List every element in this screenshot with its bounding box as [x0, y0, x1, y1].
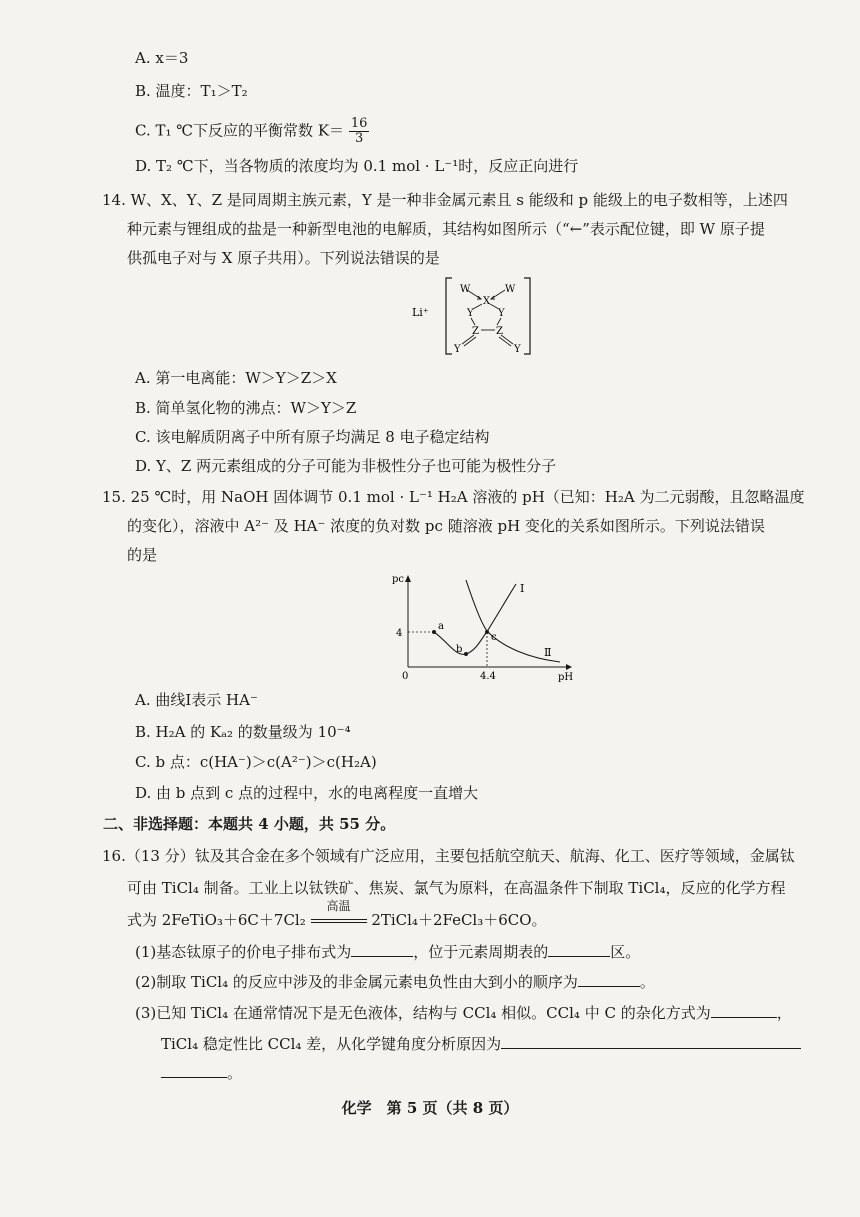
- q16-equation-condition-text: 高温: [326, 899, 351, 913]
- q15-stem-line1: 15. 25 ℃时，用 NaOH 固体调节 0.1 mol · L⁻¹ H₂A 溶液的 pH（已知：H₂A 为二元弱酸，且忽略温度: [102, 488, 805, 506]
- q15-option-a: A. 曲线Ⅰ表示 HA⁻: [135, 691, 258, 709]
- q14-option-b: B. 简单氢化物的沸点：W＞Y＞Z: [135, 399, 357, 417]
- q16-part2-text-b: 。: [639, 973, 655, 991]
- point-a: [432, 630, 436, 634]
- q16-equation: [127, 899, 547, 930]
- point-a-label: a: [438, 621, 444, 632]
- q14-option-c: C. 该电解质阴离子中所有原子均满足 8 电子稳定结构: [135, 428, 490, 446]
- curve-i-label: Ⅰ: [520, 582, 525, 595]
- q13-option-c: [135, 117, 369, 146]
- point-c: [485, 630, 489, 634]
- lithium-ion-label: Li⁺: [412, 306, 429, 319]
- q13-option-b: B. 温度：T₁＞T₂: [135, 82, 248, 100]
- q16-part3-text-a: (3)已知 TiCl₄ 在通常情况下是无色液体，结构与 CCl₄ 相似。CCl₄ 中 C 的杂化方式为: [135, 1004, 711, 1022]
- q16-part3-blank2[interactable]: [501, 1034, 801, 1049]
- x-axis-label: pH: [558, 672, 574, 683]
- right-bracket: [524, 278, 530, 354]
- q16-stem-line2: 可由 TiCl₄ 制备。工业上以钛铁矿、焦炭、氯气为原料，在高温条件下制取 TiCl₄，反应的化学方程: [127, 879, 786, 897]
- q16-equation-condition: [311, 899, 367, 930]
- atom-y-right: Y: [498, 308, 505, 319]
- q13-option-a: A. x＝3: [135, 49, 189, 67]
- q16-part1-text-b: ，位于元素周期表的: [413, 943, 549, 961]
- atom-w-left: W: [460, 284, 471, 295]
- q14-option-a: A. 第一电离能：W＞Y＞Z＞X: [135, 369, 337, 387]
- atom-z-left: Z: [472, 326, 479, 337]
- origin-label: 0: [402, 671, 409, 682]
- point-c-label: c: [491, 632, 497, 643]
- q16-part3-line1: [135, 1003, 792, 1023]
- point-b: [464, 652, 468, 656]
- q15-pc-ph-graph: [388, 572, 588, 684]
- x-tick-4-4: 4.4: [480, 671, 496, 682]
- q16-equation-products: 2TiCl₄＋2FeCl₃＋6CO。: [371, 911, 547, 929]
- page-footer: 化学 第 5 页（共 8 页）: [341, 1099, 519, 1117]
- y-axis-arrow: [405, 575, 411, 582]
- q15-stem-line3: 的是: [127, 546, 158, 564]
- q13-option-c-text: C. T₁ ℃下反应的平衡常数 K＝: [135, 121, 345, 140]
- q13-fraction-numerator: 16: [350, 116, 368, 131]
- q16-part1-text-a: (1)基态钛原子的价电子排布式为: [135, 943, 352, 961]
- x-axis-arrow: [566, 664, 572, 670]
- q16-part1-blank2[interactable]: [548, 942, 610, 957]
- q16-part2-text-a: (2)制取 TiCl₄ 的反应中涉及的非金属元素电负性由大到小的顺序为: [135, 973, 578, 991]
- q14-structure-figure: [410, 272, 540, 362]
- atom-w-right: W: [505, 284, 516, 295]
- q16-equation-reactants: 式为 2FeTiO₃＋6C＋7Cl₂: [127, 911, 306, 929]
- q15-option-c: C. b 点：c(HA⁻)＞c(A²⁻)＞c(H₂A): [135, 753, 377, 771]
- q16-part3-blank3[interactable]: [161, 1063, 227, 1078]
- atom-y-bottom-right: Y: [514, 344, 521, 355]
- curve-ii-label: Ⅱ: [544, 646, 552, 659]
- q13-fraction-denominator: 3: [354, 131, 364, 146]
- q16-equation-double-line: [311, 919, 367, 923]
- atom-x: X: [483, 296, 491, 307]
- left-bracket: [446, 278, 452, 354]
- q15-stem-line2: 的变化），溶液中 A²⁻ 及 HA⁻ 浓度的负对数 pc 随溶液 pH 变化的关系如图所示。下列说法错误: [127, 517, 765, 535]
- q16-part1-blank1[interactable]: [351, 942, 413, 957]
- q16-part3-blank1[interactable]: [711, 1003, 777, 1018]
- point-b-label: b: [456, 644, 463, 655]
- q14-stem-line1: 14. W、X、Y、Z 是同周期主族元素，Y 是一种非金属元素且 s 能级和 p 能级上的电子数相等，上述四: [102, 191, 788, 209]
- y-axis-label: pc: [392, 574, 405, 585]
- q15-option-d: D. 由 b 点到 c 点的过程中，水的电离程度一直增大: [135, 784, 479, 802]
- q16-part2: [135, 972, 655, 992]
- q14-stem-line3: 供孤电子对与 X 原子共用）。下列说法错误的是: [127, 249, 440, 267]
- q16-part3-text-c: TiCl₄ 稳定性比 CCl₄ 差，从化学键角度分析原因为: [161, 1035, 502, 1053]
- q16-part3-text-d: 。: [227, 1064, 243, 1082]
- q16-part2-blank[interactable]: [578, 972, 640, 987]
- atom-y-left: Y: [467, 308, 474, 319]
- q16-part3-line2: [161, 1034, 801, 1054]
- q13-fraction: [349, 117, 370, 146]
- q14-option-d: D. Y、Z 两元素组成的分子可能为非极性分子也可能为极性分子: [135, 457, 557, 475]
- atom-y-bottom-left: Y: [454, 344, 461, 355]
- q16-part1-text-c: 区。: [610, 943, 641, 961]
- q16-part3-line3: [161, 1063, 242, 1083]
- q16-part1: [135, 942, 640, 962]
- q13-option-d: D. T₂ ℃下，当各物质的浓度均为 0.1 mol · L⁻¹时，反应正向进行: [135, 157, 579, 175]
- section-2-heading: 二、非选择题：本题共 4 小题，共 55 分。: [103, 815, 396, 833]
- q16-part3-text-b: ，: [776, 1004, 792, 1022]
- y-tick-4: 4: [396, 628, 403, 639]
- atom-z-right: Z: [496, 326, 503, 337]
- q14-stem-line2: 种元素与锂组成的盐是一种新型电池的电解质，其结构如图所示（“←”表示配位键，即 W 原子提: [127, 220, 765, 238]
- q15-option-b: B. H₂A 的 Kₐ₂ 的数量级为 10⁻⁴: [135, 723, 351, 741]
- q16-stem-line1: 16.（13 分）钛及其合金在多个领域有广泛应用，主要包括航空航天、航海、化工、医疗等领域，金属钛: [102, 847, 795, 865]
